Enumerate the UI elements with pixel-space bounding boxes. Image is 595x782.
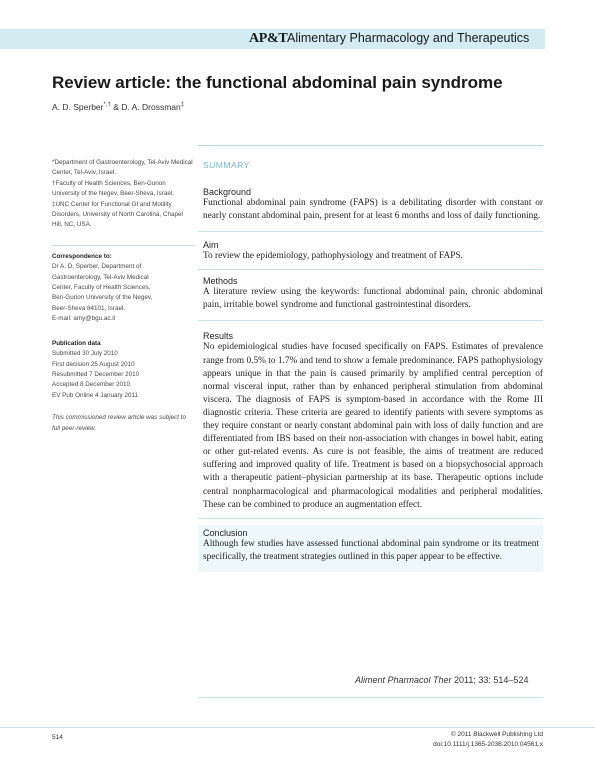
publication-date: Submitted 30 July 2010: [52, 350, 118, 358]
publication-date: Resubmitted 7 December 2010: [52, 370, 140, 378]
summary-panel: [198, 145, 543, 572]
affiliation: ‡UNC Center for Functional GI and Motility Disorders, University of North Carolina, Chapel Hill, NC, USA.: [52, 200, 183, 229]
author-name: D. A. Drossman: [121, 102, 181, 112]
article-title: Review article: the functional abdominal pain syndrome: [52, 73, 503, 92]
page-number: 514: [52, 734, 63, 741]
summary-top-rule: [198, 145, 543, 146]
background-heading: Background: [203, 187, 252, 197]
background-text: Functional abdominal pain syndrome (FAPS) is a debilitating disorder with constant or nearly constant abdominal pain, present for at least 6 months and loss of daily functioning.: [203, 198, 543, 222]
affiliation: †Faculty of Health Sciences, Ben-Gurion University of the Negev, Beer-Sheva, Israel.: [52, 179, 175, 198]
copyright-line: © 2011 Blackwell Publishing Ltd: [450, 731, 543, 738]
conclusion-heading: Conclusion: [203, 527, 248, 538]
correspondence-line: Ben-Gurion University of the Negev,: [52, 294, 153, 302]
results-section: [203, 325, 543, 511]
publication-date: Accepted 8 December 2010: [52, 381, 131, 389]
aim-section: [203, 234, 543, 263]
correspondence-heading: Correspondence to:: [52, 252, 112, 260]
publication-date: EV Pub Online 4 January 2011: [52, 391, 138, 399]
section-divider: [198, 231, 543, 232]
summary-bottom-rule: [198, 697, 543, 698]
article-sidebar: [52, 158, 195, 434]
conclusion-section: [198, 525, 543, 572]
correspondence-line: Center, Faculty of Health Sciences,: [52, 284, 151, 292]
correspondence-line: Dr A. D. Sperber, Department of: [52, 263, 142, 271]
affiliation-marks: *,†: [103, 102, 111, 109]
aim-heading: Aim: [203, 240, 219, 251]
affiliation: *Department of Gastroenterology, Tel-Aviv Medical Center, Tel-Aviv, Israel.: [52, 159, 193, 177]
doi-link[interactable]: doi:10.1111/j.1365-2036.2010.04561.x: [433, 741, 543, 748]
citation-details: 2011; 33: 514–524: [451, 675, 529, 685]
author-line: [52, 102, 184, 112]
affiliation-marks: ‡: [180, 102, 185, 109]
publication-date: First decision 25 August 2010: [52, 360, 135, 368]
citation-journal: Aliment Pharmacol Ther: [355, 675, 452, 685]
results-text: No epidemiological studies have focused specifically on FAPS. Estimates of prevalence range from 0.5% to 1.7% and tend to show a female predominance. FAPS pathophysiology appears unique in that the pain is caused primarily by amplified central perception of normal visceral input, rather than by enhanced peripheral stimulation from abdominal viscera. The diagnosis of FAPS is symptom-based in accordance with the Rome III diagnostic criteria. These criteria are geared to identify patients with severe symptoms as they require constant or nearly constant abdominal pain with loss of daily function and are differentiated from IBS based on their non-association with changes in bowel habit, eating or other gut-related events. As cure is not feasible, the aims of treatment are reduced suffering and improved quality of life. Treatment is based on a biopsychosocial approach with a therapeutic patient–physician partnership at its base. Therapeutic options include central nonpharmacological and pharmacological modalities and peripheral modalities. These can be combined to produce an augmentation effect.: [203, 342, 543, 510]
sidebar-divider: [52, 245, 195, 246]
methods-section: [203, 270, 543, 312]
copyright-block: [433, 730, 543, 750]
conclusion-text: Although few studies have assessed functional abdominal pain syndrome or its treatment specifically, the treatment strategies outlined in this paper appear to be effective.: [203, 538, 539, 562]
footer-rule: [0, 727, 595, 728]
correspondence-line: Gastroenterology, Tel-Aviv Medical: [52, 273, 149, 281]
publication-data-heading: Publication data: [52, 339, 101, 347]
journal-citation: [355, 675, 528, 685]
section-divider: [198, 518, 543, 519]
methods-heading: Methods: [203, 276, 238, 287]
section-divider: [198, 320, 543, 321]
results-heading: Results: [203, 331, 234, 342]
summary-heading: SUMMARY: [203, 160, 250, 170]
journal-logo: AP&T: [249, 31, 288, 46]
journal-name: Alimentary Pharmacology and Therapeutics: [287, 31, 530, 45]
author-name: A. D. Sperber: [52, 102, 104, 112]
correspondence-line: Beer-Sheva 84101, Israel.: [52, 304, 126, 312]
peer-review-note: This commissioned review article was subject to full peer-review.: [52, 414, 187, 432]
methods-text: A literature review using the keywords: functional abdominal pain, chronic abdominal pain, irritable bowel syndrome and functional gastrointestinal disorders.: [203, 287, 543, 311]
background-section: [203, 181, 543, 223]
correspondence-email[interactable]: E-mail: amy@bgu.ac.il: [52, 315, 116, 323]
author-separator: &: [110, 102, 122, 112]
aim-text: To review the epidemiology, pathophysiology and treatment of FAPS.: [203, 251, 463, 262]
